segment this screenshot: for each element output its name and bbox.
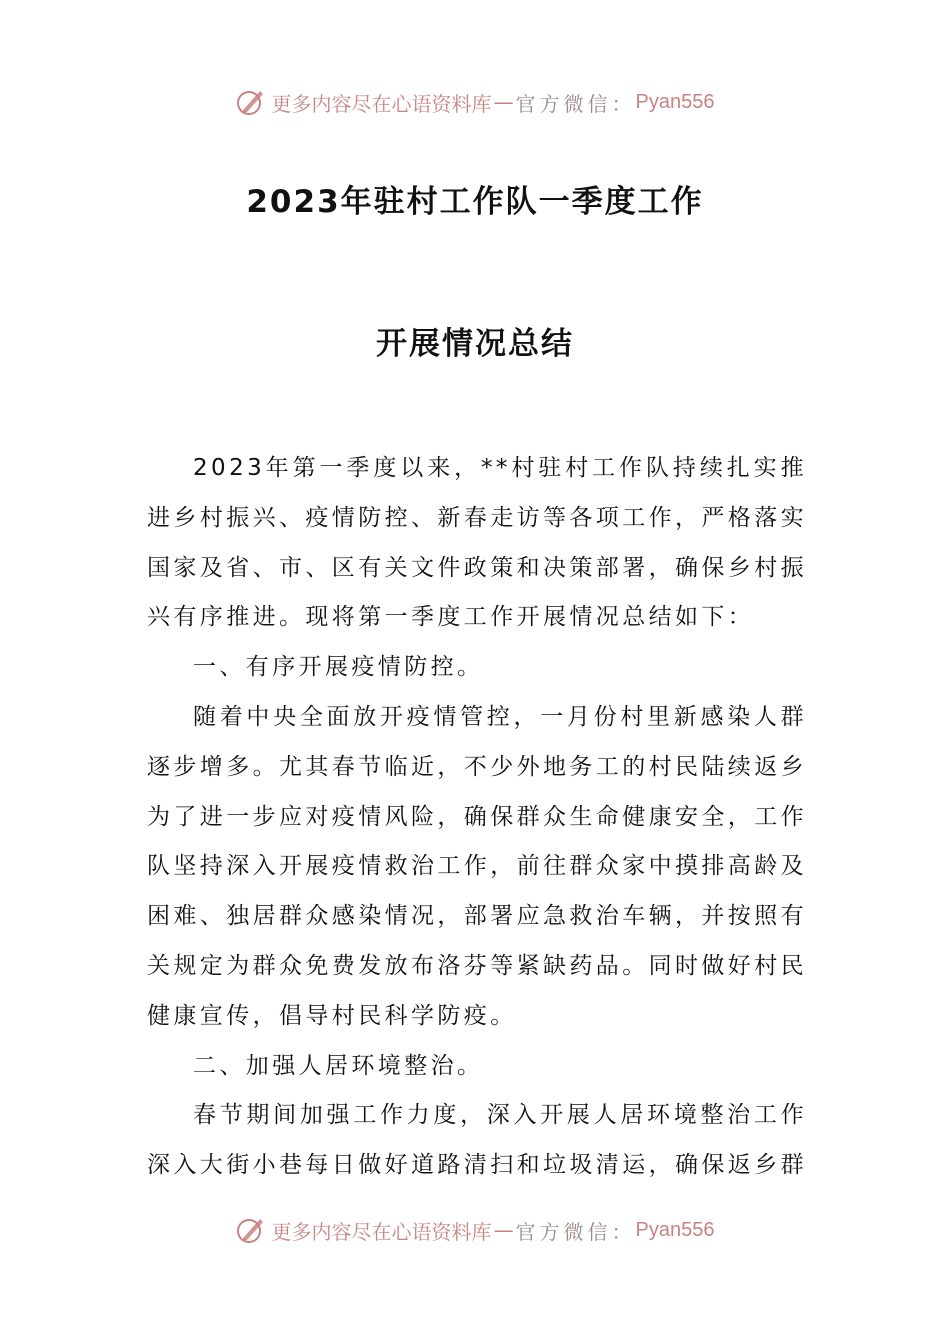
watermark-official: 官方微信： bbox=[515, 1219, 636, 1244]
section-heading-2: 二、加强人居环境整治。 bbox=[193, 1052, 484, 1079]
document-body bbox=[147, 444, 807, 1191]
paragraph-epidemic: 随着中央全面放开疫情管控，一月份村里新感染人群逐步增多。尤其春节临近，不少外地务工的村民陆续返乡为了进一步应对疫情风险，确保群众生命健康安全，工作队坚持深入开展疫情救治工作，前往群众家中摸排高龄及困难、独居群众感染情况，部署应急救治车辆，并按照有关规定为群众免费发放布洛芬等紧缺药品。同时做好村民健康宣传，倡导村民科学防疫。 bbox=[147, 703, 807, 1029]
watermark-official: 官方微信： bbox=[515, 91, 636, 116]
footer-watermark bbox=[0, 1210, 950, 1250]
document-title-line2: 开展情况总结 bbox=[376, 326, 574, 362]
pen-logo-icon bbox=[236, 87, 266, 117]
document-title-line1: 2023年驻村工作队一季度工作 bbox=[246, 184, 704, 220]
watermark-separator: — bbox=[493, 90, 514, 114]
watermark-wechat-id: Pyan556 bbox=[635, 1218, 715, 1241]
watermark-wechat-id: Pyan556 bbox=[635, 90, 715, 113]
paragraph-intro: 2023年第一季度以来，**村驻村工作队持续扎实推进乡村振兴、疫情防控、新春走访等各项工作，严格落实国家及省、市、区有关文件政策和决策部署，确保乡村振兴有序推进。现将第一季度工作开展情况总结如下： bbox=[147, 455, 807, 631]
header-watermark bbox=[0, 82, 950, 122]
watermark-site: 更多内容尽在心语资料库 bbox=[271, 91, 492, 116]
watermark-site: 更多内容尽在心语资料库 bbox=[271, 1219, 492, 1244]
watermark-separator: — bbox=[493, 1218, 514, 1242]
section-heading-1: 一、有序开展疫情防控。 bbox=[193, 654, 484, 681]
paragraph-environment: 春节期间加强工作力度，深入开展人居环境整治工作深入大街小巷每日做好道路清扫和垃圾清运，确保返乡群 bbox=[147, 1102, 807, 1179]
pen-logo-icon bbox=[236, 1215, 266, 1245]
